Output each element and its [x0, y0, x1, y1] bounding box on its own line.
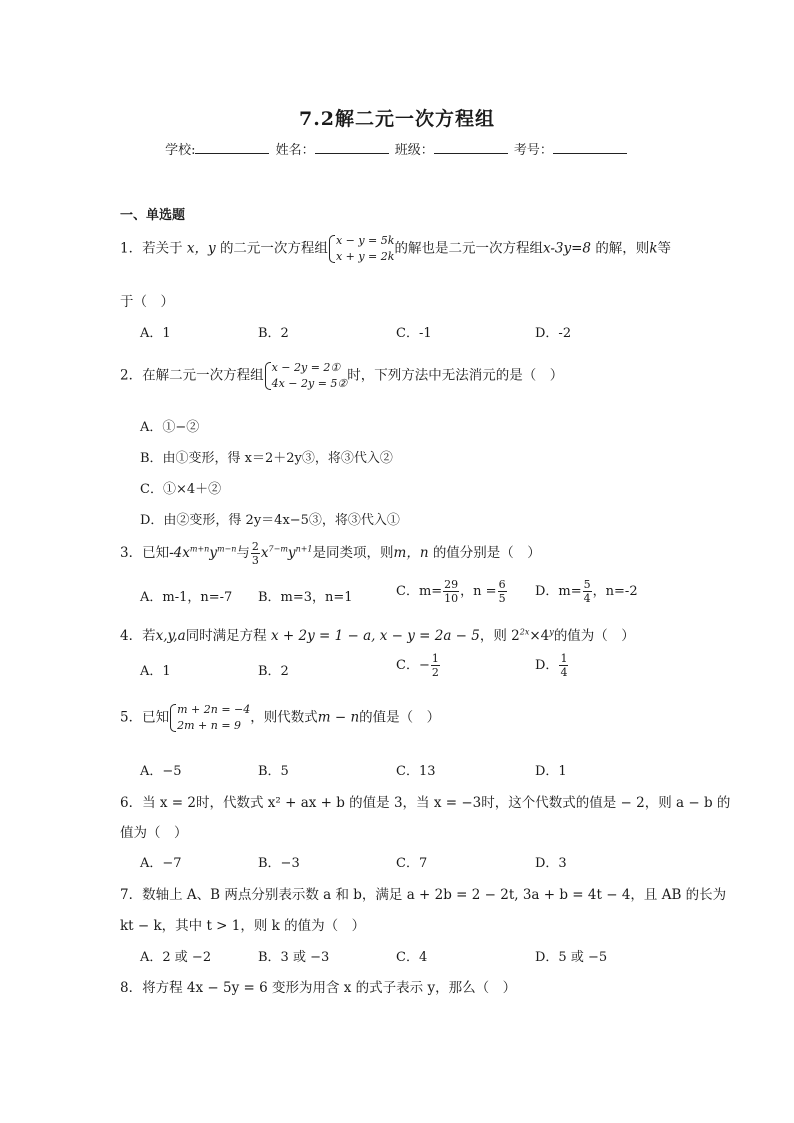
- q4-vars: x,y,a: [155, 628, 186, 644]
- q3-c-frac1-den: 10: [444, 592, 459, 605]
- page-title: 7.2解二元一次方程组: [298, 108, 496, 130]
- q1-var-k: k: [649, 240, 658, 257]
- q3-option-d[interactable]: [535, 578, 638, 605]
- q3-fraction: [251, 540, 260, 567]
- q4-d-frac-num: 1: [560, 652, 568, 665]
- q1-vars: x，y: [186, 240, 216, 257]
- q1-equation-system: [328, 233, 395, 265]
- q3-c-pre: C．m=: [396, 584, 443, 599]
- question-6: 6．当 x = 2时，代数式 x² + ax + b 的值是 3，当 x = −3时，这个代数式的值是 − 2，则 a − b 的: [120, 795, 731, 811]
- q5-text: 5．已知: [120, 709, 170, 726]
- q1-text-tail: 的解，则: [595, 240, 650, 257]
- q3-frac-den: 3: [251, 554, 259, 567]
- q4-d-frac-den: 4: [560, 666, 568, 679]
- q3-text: 3．已知: [120, 545, 170, 561]
- q1-option-b[interactable]: B．2: [258, 326, 289, 341]
- q6-option-b[interactable]: B．−3: [258, 856, 300, 871]
- q5-equation-system: [169, 702, 250, 734]
- q3-option-c[interactable]: [396, 578, 508, 605]
- question-8: 8．将方程 4x − 5y = 6 变形为用含 x 的式子表示 y，那么（ ）: [120, 980, 517, 996]
- question-5: [120, 702, 440, 734]
- q3-vars: m，n: [393, 545, 429, 561]
- q4-text: 4．若: [120, 628, 156, 644]
- q7-option-a[interactable]: A．2 或 −2: [140, 950, 212, 965]
- q6-option-c[interactable]: C．7: [396, 856, 428, 871]
- q2-option-b[interactable]: B．由①变形，得 x＝2＋2y③，将③代入②: [140, 451, 393, 466]
- q6-line2: 值为（ ）: [120, 825, 188, 841]
- q2-option-d[interactable]: D．由②变形，得 2y＝4x−5③，将③代入①: [140, 513, 400, 528]
- school-blank[interactable]: [195, 141, 269, 154]
- q3-term2: x: [260, 545, 269, 561]
- q1-text-tail2: 等: [657, 240, 671, 257]
- q1-line2: 于（ ）: [120, 294, 174, 310]
- q2-sys-eq2: 4x − 2y = 5②: [271, 377, 348, 390]
- q6-option-a[interactable]: A．−7: [140, 856, 182, 871]
- q6-option-d[interactable]: D．3: [535, 856, 567, 871]
- q4-c-frac: [431, 652, 440, 679]
- q3-c-mid: ，n =: [460, 584, 497, 599]
- section-heading: 一、单选题: [120, 208, 186, 223]
- q3-c-frac2: [498, 578, 507, 605]
- q3-c-frac1: [443, 578, 459, 605]
- q5-expression: m − n: [317, 709, 360, 726]
- q4-d-pre: D．: [535, 658, 559, 673]
- q4-expr-mid: ×4: [529, 628, 550, 644]
- q3-term1-exp-x: m+n: [189, 544, 210, 554]
- q5-option-c[interactable]: C．13: [396, 764, 436, 779]
- q4-text-tail: 的值为（ ）: [553, 628, 635, 644]
- q3-frac-num: 2: [251, 540, 259, 553]
- q1-option-a[interactable]: A．1: [140, 326, 171, 341]
- exam-no-blank[interactable]: [553, 141, 627, 154]
- q3-term1-y: y: [209, 545, 217, 561]
- q3-d-frac-den: 4: [583, 592, 591, 605]
- q2-text: 2．在解二元一次方程组: [120, 367, 264, 384]
- q1-equation: x-3y=8: [542, 240, 592, 257]
- q3-text-tail: 的值分别是（ ）: [432, 545, 541, 561]
- q3-term2-y: y: [287, 545, 296, 561]
- q1-text: 1．若关于: [120, 240, 183, 257]
- q1-sys-eq2: x + y = 2k: [335, 250, 395, 263]
- q4-expr-exp1: 2x: [519, 627, 530, 637]
- q1-text-after: 的解也是二元一次方程组: [394, 240, 543, 257]
- q4-option-a[interactable]: A．1: [140, 664, 171, 679]
- q5-text-tail: 的值是（ ）: [359, 709, 441, 726]
- q4-option-d[interactable]: [535, 652, 569, 679]
- q4-option-c[interactable]: [396, 652, 441, 679]
- q3-c-frac2-den: 5: [498, 592, 506, 605]
- q5-option-a[interactable]: A．−5: [140, 764, 182, 779]
- q4-option-b[interactable]: B．2: [258, 664, 289, 679]
- q2-option-c[interactable]: C．①×4＋②: [140, 482, 222, 497]
- q7-option-d[interactable]: D．5 或 −5: [535, 950, 608, 965]
- question-3: [120, 540, 541, 567]
- q3-c-frac2-num: 6: [498, 578, 506, 591]
- question-4: [120, 624, 635, 644]
- class-label: 班级：: [394, 143, 434, 158]
- school-label: 学校:: [165, 143, 196, 158]
- q4-equations: x + 2y = 1 − a, x − y = 2a − 5: [270, 628, 480, 644]
- q3-option-a[interactable]: A．m-1，n=-7: [140, 590, 233, 605]
- q3-term2-exp-y: n+1: [295, 544, 313, 554]
- q4-expr-exp2: y: [549, 627, 554, 637]
- student-info-line: [0, 139, 794, 158]
- q1-text-mid: 的二元一次方程组: [219, 240, 328, 257]
- q3-d-frac: [583, 578, 592, 605]
- class-blank[interactable]: [434, 141, 508, 154]
- q4-c-frac-den: 2: [431, 666, 439, 679]
- exam-no-label: 考号：: [513, 143, 553, 158]
- q3-d-frac-num: 5: [583, 578, 591, 591]
- q1-sys-eq1: x − y = 5k: [335, 234, 395, 247]
- q3-option-b[interactable]: B．m=3，n=1: [258, 590, 353, 605]
- q1-option-c[interactable]: C．-1: [396, 326, 432, 341]
- q2-sys-eq1: x − 2y = 2①: [271, 361, 341, 374]
- name-blank[interactable]: [315, 141, 389, 154]
- q5-option-d[interactable]: D．1: [535, 764, 567, 779]
- q3-term1: -4x: [169, 545, 190, 561]
- q3-term1-exp-y: m−n: [216, 544, 237, 554]
- q4-d-frac: [559, 652, 568, 679]
- q3-text-mid: 与: [236, 545, 250, 561]
- q4-text-mid: 同时满足方程: [185, 628, 267, 644]
- q3-c-frac1-num: 29: [444, 578, 459, 591]
- q4-expr-base: 2: [511, 628, 520, 644]
- q5-text-after: ，则代数式: [250, 709, 318, 726]
- question-2: [120, 360, 563, 392]
- q3-text-after: 是同类项，则: [312, 545, 394, 561]
- q3-d-post: ，n=-2: [592, 584, 638, 599]
- q4-c-frac-num: 1: [431, 652, 439, 665]
- q1-option-d[interactable]: D．-2: [535, 326, 572, 341]
- q2-equation-system: [264, 360, 348, 392]
- q7-option-c[interactable]: C．4: [396, 950, 428, 965]
- q4-c-pre: C．−: [396, 658, 430, 673]
- q2-option-a[interactable]: A．①−②: [140, 420, 200, 435]
- q7-option-b[interactable]: B．3 或 −3: [258, 950, 330, 965]
- name-label: 姓名：: [275, 143, 315, 158]
- q5-sys-eq1: m + 2n = −4: [177, 703, 251, 716]
- q2-text-after: 时，下列方法中无法消元的是（ ）: [347, 367, 564, 384]
- q3-term2-exp-x: 7−m: [268, 544, 288, 554]
- q4-text-after: ，则: [479, 628, 507, 644]
- q5-option-b[interactable]: B．5: [258, 764, 289, 779]
- q3-d-pre: D．m=: [535, 584, 582, 599]
- q5-sys-eq2: 2m + n = 9: [177, 719, 242, 732]
- question-7: 7．数轴上 A、B 两点分别表示数 a 和 b，满足 a + 2b = 2 − 2t, 3a + b = 4t − 4，且 AB 的长为: [120, 887, 727, 903]
- question-1: [120, 233, 671, 265]
- q7-line2: kt − k，其中 t > 1，则 k 的值为（ ）: [120, 918, 366, 934]
